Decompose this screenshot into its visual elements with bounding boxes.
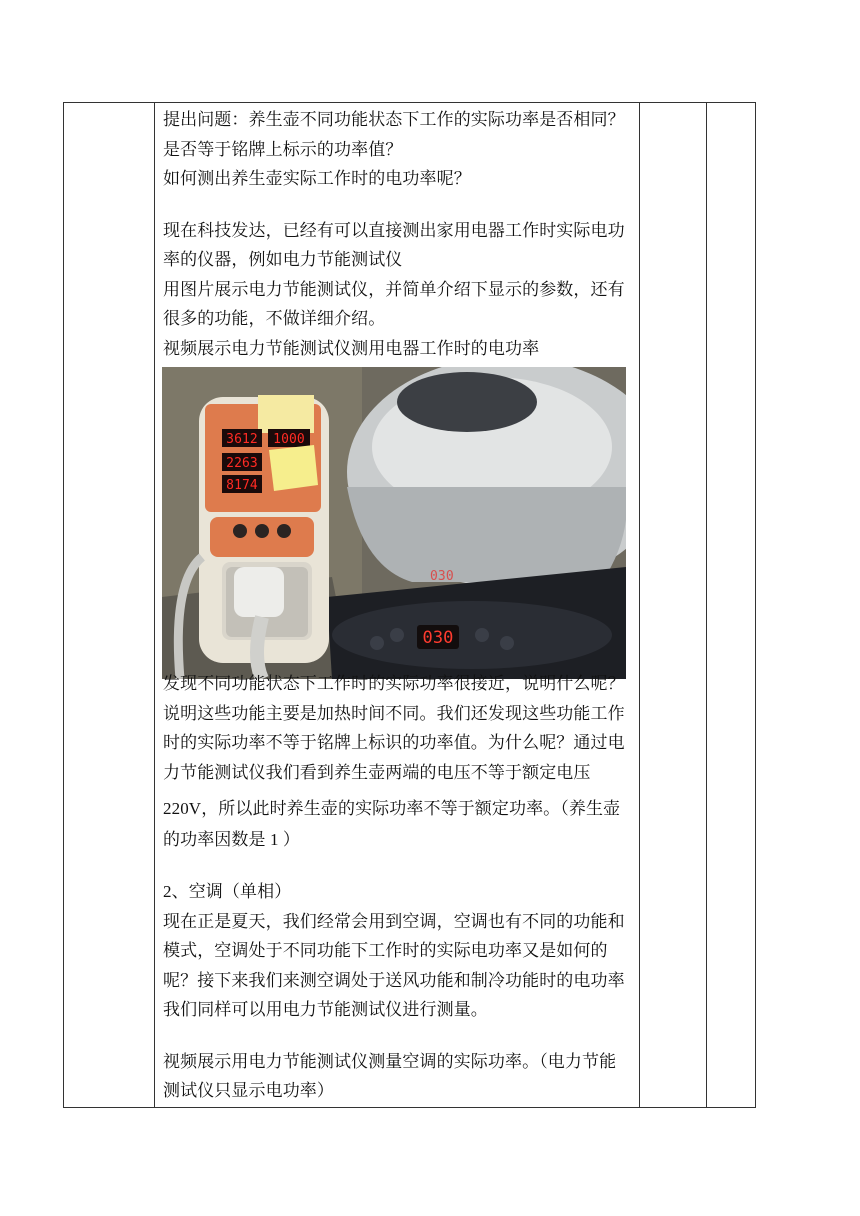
- column-notes: [707, 103, 756, 1108]
- text-line-14: 的功率因数是 1 ）: [163, 829, 301, 850]
- text-line-4: 现在科技发达，已经有可以直接测出家用电器工作时实际电功: [163, 220, 625, 241]
- column-content: [155, 103, 640, 1108]
- kettle-reflection-text: 030: [430, 569, 454, 584]
- question-line-2: 是否等于铭牌上标示的功率值？: [163, 139, 403, 160]
- meter-kettle-photo: [162, 367, 626, 679]
- text-line-12: 力节能测试仪我们看到养生壶两端的电压不等于额定电压: [163, 762, 591, 783]
- question-line-3: 如何测出养生壶实际工作时的电功率呢？: [163, 169, 471, 189]
- question-line-1: 提出问题：养生壶不同功能状态下工作的实际功率是否相同？: [163, 110, 625, 130]
- content-text: [155, 103, 639, 1107]
- text-line-7: 很多的功能，不做详细介绍。: [163, 309, 386, 329]
- text-line-21: 测试仪只显示电功率）: [163, 1081, 334, 1101]
- text-line-18: 呢？接下来我们来测空调处于送风功能和制冷功能时的电功率: [163, 970, 625, 991]
- text-line-17: 模式，空调处于不同功能下工作时的实际电功率又是如何的: [163, 941, 608, 961]
- section-heading-ac: 2、空调（单相）: [163, 882, 292, 902]
- text-line-19: 我们同样可以用电力节能测试仪进行测量。: [163, 1000, 488, 1020]
- text-line-16: 现在正是夏天，我们经常会用到空调，空调也有不同的功能和: [163, 911, 625, 932]
- text-line-6: 用图片展示电力节能测试仪，并简单介绍下显示的参数，还有: [163, 279, 625, 300]
- lesson-table: [63, 102, 756, 1108]
- text-line-5: 率的仪器，例如电力节能测试仪: [163, 250, 403, 270]
- column-stage: [64, 103, 155, 1108]
- meter-voltage-reading: 3612: [226, 432, 258, 447]
- meter-power-reading: 1000: [273, 432, 305, 447]
- meter-row2-reading: 2263: [226, 456, 258, 471]
- column-student: [640, 103, 707, 1108]
- text-line-13: 220V，所以此时养生壶的实际功率不等于额定功率。（养生壶: [163, 799, 621, 819]
- meter-row3-reading: 8174: [226, 478, 258, 493]
- text-line-10: 说明这些功能主要是加热时间不同。我们还发现这些功能工作: [163, 703, 625, 724]
- text-line-9: 发现不同功能状态下工作时的实际功率很接近，说明什么呢？: [163, 674, 625, 694]
- kettle-display-text: 030: [422, 628, 454, 648]
- text-line-20: 视频展示用电力节能测试仪测量空调的实际功率。（电力节能: [163, 1051, 617, 1072]
- text-line-11: 时的实际功率不等于铭牌上标识的功率值。为什么呢？通过电: [163, 733, 625, 753]
- text-line-8: 视频展示电力节能测试仪测用电器工作时的电功率: [163, 338, 540, 359]
